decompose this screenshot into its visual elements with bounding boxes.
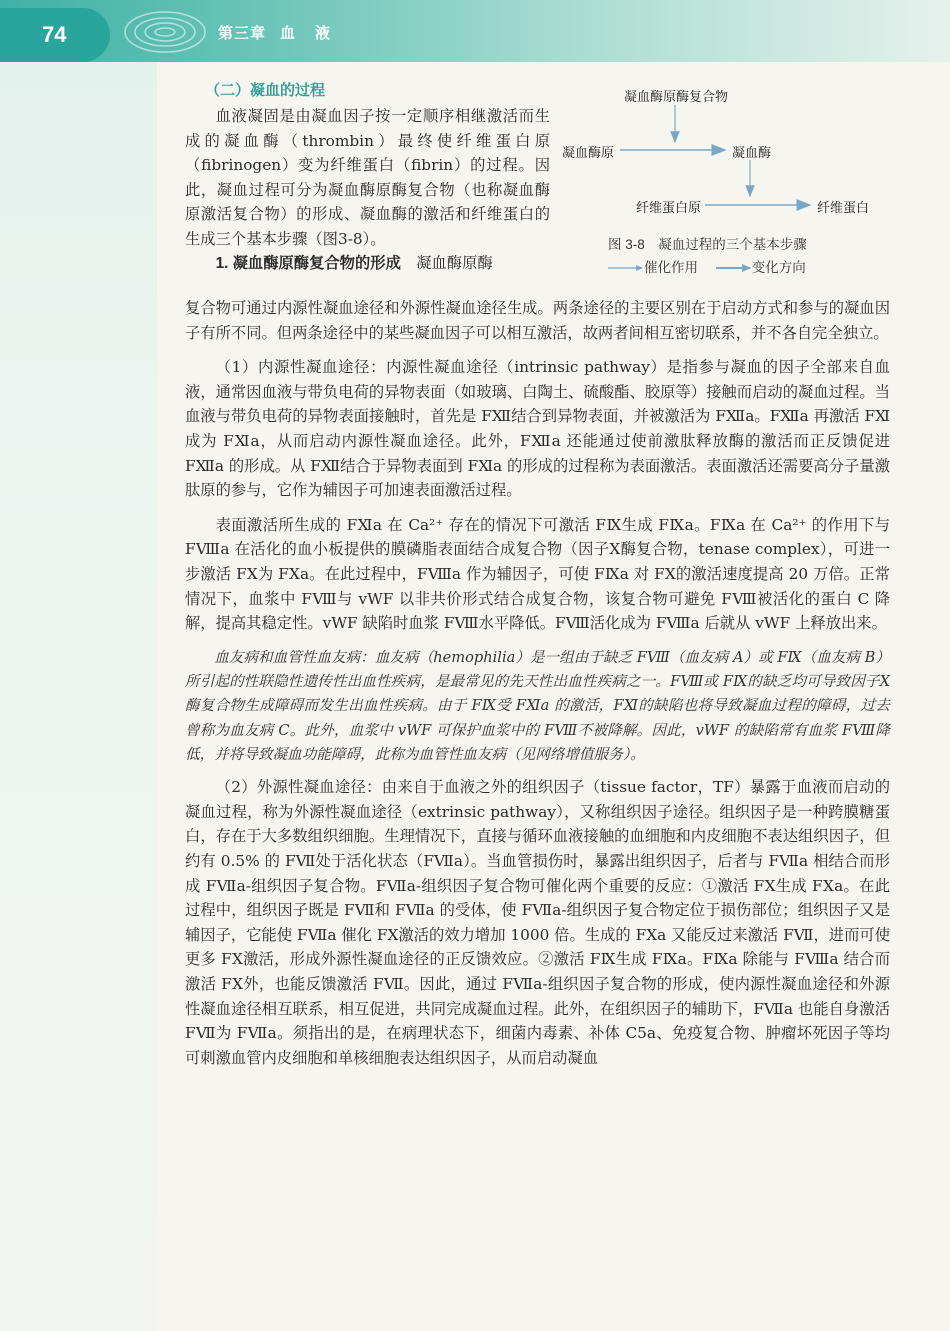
intro-paragraph: 血液凝固是由凝血因子按一定顺序相继激活而生成的凝血酶（thrombin）最终使纤维蛋白原（fibrinogen）变为纤维蛋白（fibrin）的过程。因此，凝血过程可分为凝血酶原酶复合物（也称凝血酶原激活复合物）的形成、凝血酶的激活和纤维蛋白的生成三个基本步骤（图3-8）。 — [185, 107, 550, 248]
main-text — [185, 296, 890, 1070]
chapter-number: 第三章 — [218, 25, 267, 42]
faded-stamp — [18, 1240, 78, 1290]
label-fibrin: 纤维蛋白 — [817, 200, 870, 215]
left-margin-band — [0, 0, 157, 1331]
change-legend-icon — [716, 263, 752, 273]
legend-change: 变化方向 — [751, 260, 806, 275]
label-prothrombin: 凝血酶原 — [562, 145, 615, 160]
paragraph-tenase: 表面激活所生成的 FⅪa 在 Ca²⁺ 存在的情况下可激活 FⅨ生成 FⅨa。FⅨa 在 Ca²⁺ 的作用下与 FⅧa 在活化的血小板提供的膜磷脂表面结合成复合物（因子Ⅹ酶复合物，tenase complex），可进一步激活 FⅩ为 FⅩa。在此过程中，FⅧa 作为辅因子，可使 FⅨa 对 FⅩ的激活速度提高 20 万倍。正常情况下，血浆中 FⅧ与 vWF 以非共价形式结合成复合物，该复合物可避免 FⅧ被活化的蛋白 C 降解，提高其稳定性。vWF 缺陷时血浆 FⅧ水平降低。FⅧ活化成为 FⅧa 后就从 vWF 上释放出来。 — [185, 515, 890, 633]
intro-column — [185, 104, 550, 277]
step1-lead: 凝血酶原酶 — [416, 254, 493, 272]
label-prothrombinase: 凝血酶原酶复合物 — [624, 89, 729, 104]
legend-catalysis: 催化作用 — [644, 260, 698, 275]
step1-heading-line — [185, 251, 550, 277]
figure-caption: 图 3-8 凝血过程的三个基本步骤 — [608, 237, 807, 252]
hemophilia-note-text: 血友病和血管性血友病：血友病（hemophilia）是一组由于缺乏 FⅧ（血友病 A）或 FⅨ（血友病 B）所引起的性联隐性遗传性出血性疾病，是最常见的先天性出血性疾病之一。FⅧ或 FⅨ的缺乏均可导致因子Ⅹ酶复合物生成障碍而发生出血性疾病。由于 FⅨ受 FⅪa 的激活，FⅪ的缺陷也将导致凝血过程的障碍，过去曾称为血友病 C。此外，血浆中 vWF 可保护血浆中的 FⅧ不被降解。因此，vWF 的缺陷常有血浆 FⅧ降低，并将导致凝血功能障碍，此称为血管性血友病（见网络增值服务）。 — [185, 648, 890, 763]
label-fibrinogen: 纤维蛋白原 — [636, 200, 702, 215]
catalysis-legend-icon — [608, 263, 644, 273]
section-title: （二）凝血的过程 — [205, 82, 326, 99]
chapter-name: 血液 — [280, 25, 351, 42]
paragraph-intrinsic: （1）内源性凝血途径：内源性凝血途径（intrinsic pathway）是指参与凝血的因子全部来自血液，通常因血液与带负电荷的异物表面（如玻璃、白陶土、硫酸酯、胶原等）接触而启动的凝血过程。当血液与带负电荷的异物表面接触时，首先是 FⅫ结合到异物表面，并被激活为 FⅫa。FⅫa 再激活 FⅪ成为 FⅪa，从而启动内源性凝血途径。此外，FⅫa 还能通过使前激肽释放酶的激活而正反馈促进 FⅫa 的形成。从 FⅫ结合于异物表面到 FⅪa 的形成的过程称为表面激活。表面激活还需要高分子量激肽原的参与，它作为辅因子可加速表面激活过程。 — [185, 358, 890, 500]
decorative-swirl-icon — [120, 4, 210, 58]
step1-continued: 复合物可通过内源性凝血途径和外源性凝血途径生成。两条途径的主要区别在于启动方式和参与的凝血因子有所不同。但两条途径中的某些凝血因子可以相互激活，故两者间相互密切联系，并不各自完全独立。 — [185, 299, 890, 342]
paragraph-extrinsic: （2）外源性凝血途径：由来自于血液之外的组织因子（tissue factor，TF）暴露于血液而启动的凝血过程，称为外源性凝血途径（extrinsic pathway），又称组织因子途径。组织因子是一种跨膜糖蛋白，存在于大多数组织细胞。生理情况下，直接与循环血液接触的血细胞和内皮细胞不表达组织因子，但约有 0.5% 的 FⅦ处于活化状态（FⅦa）。当血管损伤时，暴露出组织因子，后者与 FⅦa 相结合而形成 FⅦa-组织因子复合物。FⅦa-组织因子复合物可催化两个重要的反应：①激活 FⅩ生成 FⅩa。在此过程中，组织因子既是 FⅦ和 FⅦa 的受体，使 FⅦa-组织因子复合物定位于损伤部位；组织因子又是辅因子，它能使 FⅦa 催化 FⅩ激活的效力增加 1000 倍。生成的 FⅩa 又能反过来激活 FⅦ，进而可使更多 FⅩ激活，形成外源性凝血途径的正反馈效应。②激活 FⅨ生成 FⅨa。FⅨa 除能与 FⅧa 结合而激活 FⅩ外，也能反馈激活 FⅦ。因此，通过 FⅦa-组织因子复合物的形成，使内源性凝血途径和外源性凝血途径相互联系，相互促进，共同完成凝血过程。此外，在组织因子的辅助下，FⅦa 也能自身激活 FⅦ为 FⅦa。须指出的是，在病理状态下，细菌内毒素、补体 C5a、免疫复合物、肿瘤坏死因子等均可刺激血管内皮细胞和单核细胞表达组织因子，从而启动凝血 — [185, 778, 890, 1067]
chapter-heading — [218, 22, 350, 43]
label-thrombin: 凝血酶 — [732, 145, 772, 160]
figure-legend — [608, 256, 820, 276]
hemophilia-note — [185, 646, 890, 767]
page-number: 74 — [0, 8, 110, 62]
step1-heading: 1. 凝血酶原酶复合物的形成 — [215, 255, 401, 272]
